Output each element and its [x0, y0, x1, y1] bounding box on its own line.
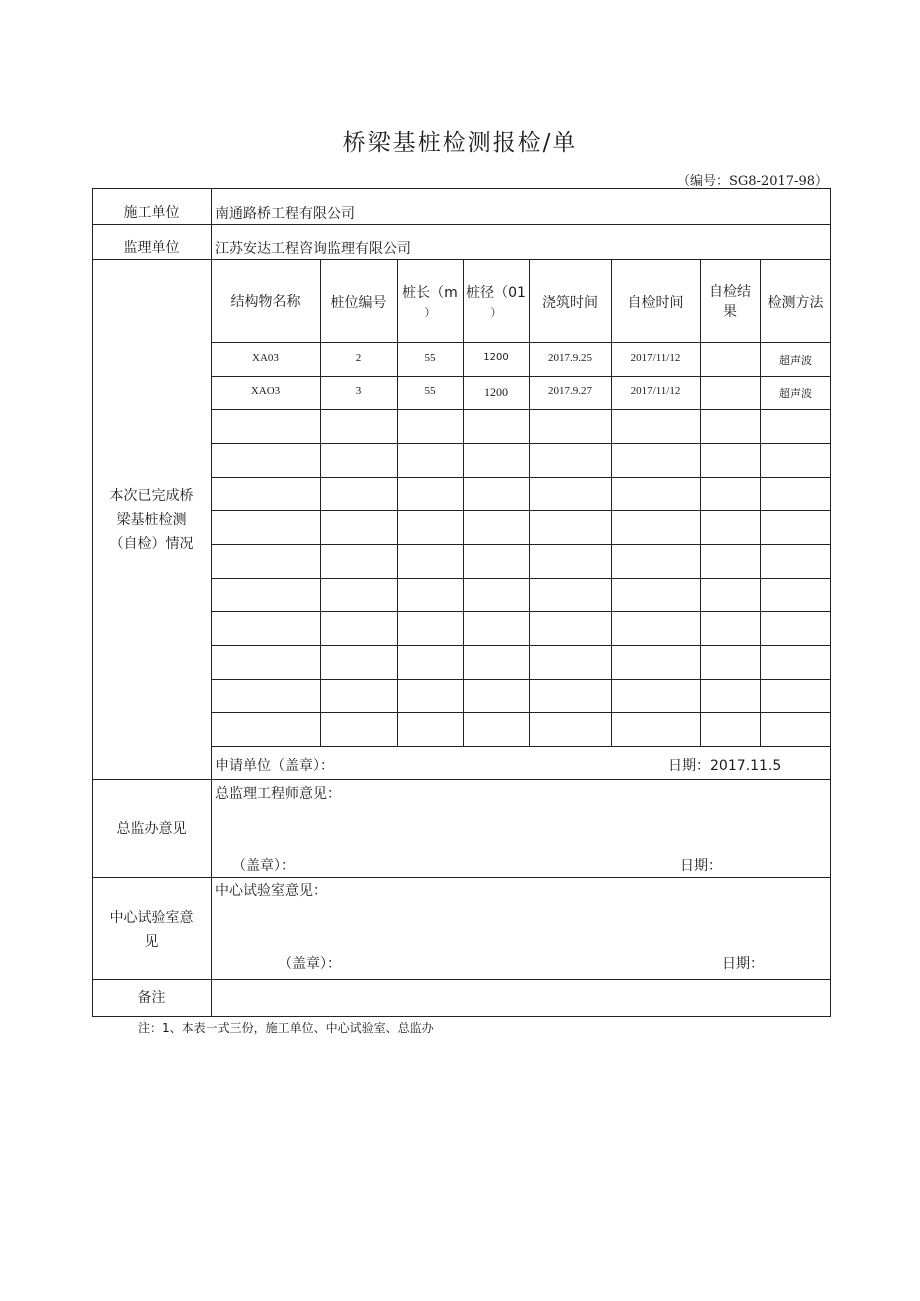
central-lab-date-label: 日期：: [722, 956, 764, 972]
construction-unit-value: 南通路桥工程有限公司: [215, 206, 355, 222]
chief-seal-label: （盖章）：: [232, 858, 295, 874]
row-divider: [92, 979, 831, 980]
grid-line: [211, 611, 831, 612]
chief-engineer-opinion-label: 总监理工程师意见：: [215, 786, 341, 802]
row-divider: [92, 259, 831, 260]
central-lab-seal-label: （盖章）：: [278, 956, 341, 972]
header-pile-number: 桩位编号: [330, 295, 387, 311]
cell-method: 超声波: [779, 387, 812, 400]
central-lab-label: [92, 906, 211, 954]
grid-line: [320, 259, 321, 746]
header-line: 桩长（m: [402, 285, 458, 301]
cell-check-time: 2017/11/12: [630, 352, 681, 364]
cell-pile-length: 55: [424, 385, 436, 397]
grid-line: [211, 578, 831, 579]
section-label-line: 梁基桩检测: [116, 512, 187, 528]
construction-unit-label: 施工单位: [123, 205, 180, 221]
cell-structure: XA03: [252, 352, 279, 364]
cell-pile-number: 2: [355, 352, 362, 364]
inspection-section-label: [92, 484, 211, 556]
grid-line: [211, 645, 831, 646]
supervision-unit-value: 江苏安达工程咨询监理有限公司: [215, 241, 411, 257]
row-divider: [92, 779, 831, 780]
footnote: 注：1、本表一式三份，施工单位、中心试验室、总监办: [138, 1021, 434, 1035]
header-line: ）: [424, 306, 436, 319]
cell-pour-time: 2017.9.27: [548, 385, 592, 397]
grid-line: [211, 477, 831, 478]
header-line: 自检结: [709, 284, 751, 300]
header-pile-diameter: [463, 283, 529, 323]
applicant-seal-label: 申请单位（盖章）：: [215, 758, 334, 774]
chief-date-label: 日期：: [680, 858, 722, 874]
grid-line: [760, 259, 761, 746]
application-date: 日期：2017.11.5: [668, 758, 782, 774]
row-divider: [92, 877, 831, 878]
grid-line: [611, 259, 612, 746]
grid-line: [463, 259, 464, 746]
header-self-check-time: 自检时间: [627, 295, 684, 311]
grid-line: [700, 259, 701, 746]
header-line: 桩径（01: [466, 285, 526, 301]
cell-structure: XAO3: [250, 385, 281, 397]
central-lab-opinion-label: 中心试验室意见：: [215, 883, 327, 899]
grid-line: [397, 259, 398, 746]
cell-pour-time: 2017.9.25: [548, 352, 592, 364]
grid-line: [211, 409, 831, 410]
central-lab-label-line: 见: [144, 934, 159, 950]
header-line: 果: [723, 304, 737, 320]
cell-pile-diameter: 1200: [483, 352, 509, 363]
grid-line: [211, 679, 831, 680]
header-test-method: 检测方法: [767, 295, 824, 311]
label-column-divider: [211, 188, 212, 1017]
chief-supervisor-label: 总监办意见: [116, 821, 187, 837]
cell-pile-length: 55: [424, 352, 436, 364]
section-label-line: 本次已完成桥: [109, 488, 194, 504]
form-title: 桥梁基桩检测报检/单: [342, 130, 578, 156]
cell-check-time: 2017/11/12: [630, 385, 681, 397]
grid-line: [211, 342, 831, 343]
header-structure-name: 结构物名称: [230, 294, 301, 310]
header-self-check-result: [700, 282, 760, 322]
grid-line: [211, 443, 831, 444]
row-divider: [92, 224, 831, 225]
cell-method: 超声波: [779, 354, 812, 367]
grid-line: [211, 712, 831, 713]
grid-line: [529, 259, 530, 746]
header-pile-length: [397, 283, 463, 323]
cell-pile-diameter: 1200: [484, 385, 508, 399]
grid-line: [211, 376, 831, 377]
remarks-label: 备注: [137, 990, 166, 1006]
header-pour-time: 浇筑时间: [542, 295, 598, 311]
grid-line: [211, 510, 831, 511]
document-number: （编号：SG8-2017-98）: [677, 174, 828, 189]
cell-pile-number: 3: [355, 385, 362, 397]
grid-line: [211, 544, 831, 545]
supervision-unit-label: 监理单位: [123, 240, 180, 256]
section-label-line: （自检）情况: [109, 536, 194, 552]
header-line: ）: [490, 306, 502, 319]
central-lab-label-line: 中心试验室意: [109, 910, 194, 926]
grid-line: [211, 746, 831, 747]
